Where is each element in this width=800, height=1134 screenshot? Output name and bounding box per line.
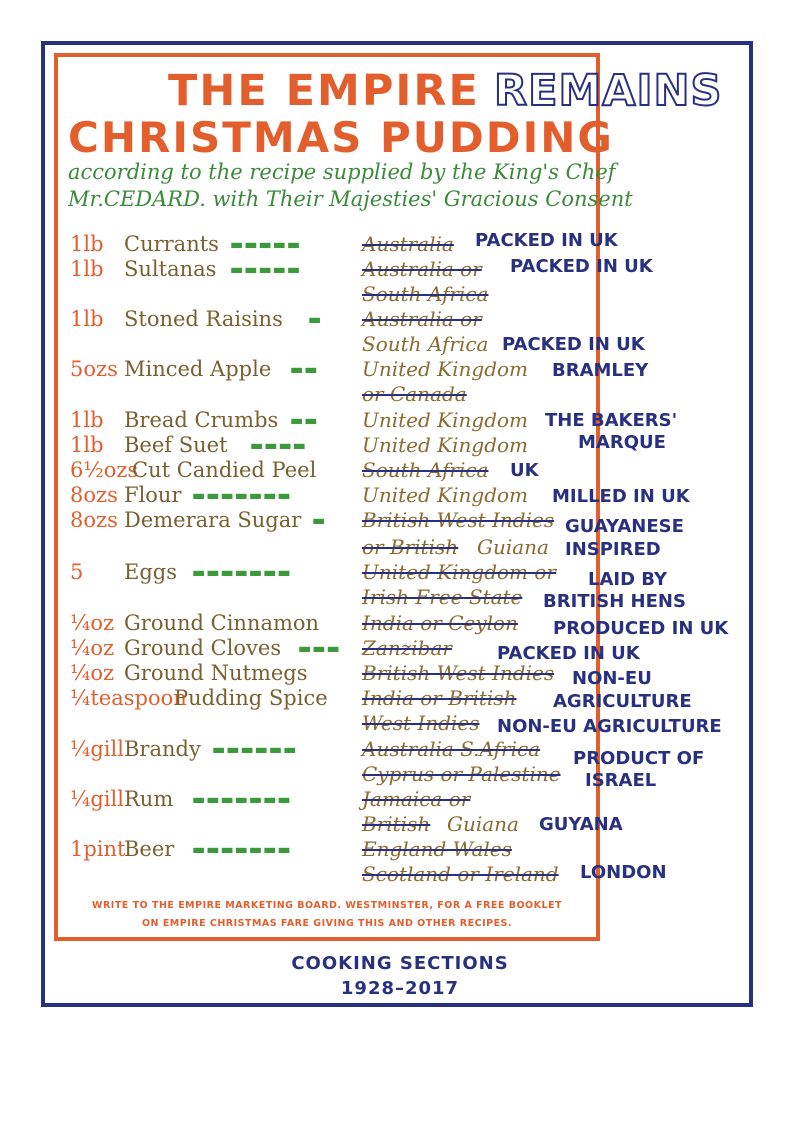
origin-text: United Kingdom or (362, 560, 556, 584)
origin-text: Zanzibar (362, 636, 452, 660)
title-christmas-pudding: CHRISTMAS PUDDING (68, 113, 614, 162)
ingredient-leader: ▬▬▬▬▬ (230, 237, 302, 253)
footer-line-1: WRITE TO THE EMPIRE MARKETING BOARD. WESTMINSTER, FOR A FREE BOOKLET (92, 900, 562, 911)
ingredient-leader: ▬ (312, 513, 327, 529)
annotation: NON-EU (572, 668, 652, 689)
annotation: BRITISH HENS (543, 591, 686, 612)
origin-text: British West Indies (362, 508, 555, 532)
credit-years: 1928–2017 (340, 978, 460, 999)
ingredient-leader: ▬▬▬▬ (250, 438, 307, 454)
annotation: PACKED IN UK (497, 643, 640, 664)
annotation: MILLED IN UK (552, 486, 690, 507)
annotation: BRAMLEY (552, 360, 649, 381)
ingredient-leader: ▬ (308, 312, 323, 328)
ingredient-leader: ▬▬▬▬▬▬▬ (192, 842, 292, 858)
ingredient-qty: 1lb (70, 232, 104, 256)
origin-text: West Indies (362, 711, 480, 735)
origin-text: Australia (362, 232, 454, 256)
ingredient-qty: 1lb (70, 257, 104, 281)
ingredient-qty: ¼gill (70, 787, 124, 811)
ingredient-qty: 5 (70, 560, 84, 584)
subtitle-line-2: Mr.CEDARD. with Their Majesties' Gracious Consent (68, 187, 633, 211)
ingredient-qty: ¼gill (70, 737, 124, 761)
annotation: PACKED IN UK (502, 334, 645, 355)
ingredient-name: Stoned Raisins (124, 307, 283, 331)
origin-text: Jamaica or (362, 787, 471, 811)
annotation: LAID BY (588, 569, 668, 590)
ingredient-leader: ▬▬ (290, 413, 319, 429)
ingredient-name: Ground Cinnamon (124, 611, 320, 635)
ingredient-leader: ▬▬▬▬▬▬ (212, 742, 298, 758)
credit-title: COOKING SECTIONS (291, 953, 509, 974)
origin-text: India or Ceylon (362, 611, 518, 635)
annotation: NON-EU AGRICULTURE (497, 716, 722, 737)
origin-text: United Kingdom (362, 433, 528, 457)
ingredient-name: Ground Cloves (124, 636, 282, 660)
ingredient-qty: ¼oz (70, 661, 115, 685)
ingredient-qty: 1lb (70, 307, 104, 331)
origin-text: South Africa (362, 282, 489, 306)
ingredient-qty: 6½ozs (70, 458, 139, 482)
annotation: GUYANA (539, 814, 623, 835)
ingredient-name: Beef Suet (124, 433, 228, 457)
ingredient-name: Ground Nutmegs (124, 661, 308, 685)
origin-text: Guiana (447, 812, 519, 836)
annotation: PACKED IN UK (510, 256, 653, 277)
ingredient-qty: 1lb (70, 408, 104, 432)
ingredient-name: Bread Crumbs (124, 408, 279, 432)
origin-text: England Wales (362, 837, 512, 861)
annotation: GUAYANESE (565, 516, 684, 537)
ingredient-name: Minced Apple (124, 357, 272, 381)
annotation: MARQUE (578, 432, 666, 453)
annotation: AGRICULTURE (553, 691, 692, 712)
title-remains: REMAINS (494, 66, 723, 116)
origin-text: United Kingdom (362, 357, 528, 381)
ingredient-name: Brandy (124, 737, 201, 761)
ingredient-leader: ▬▬ (290, 362, 319, 378)
ingredient-qty: 8ozs (70, 483, 118, 507)
ingredient-name: Sultanas (124, 257, 217, 281)
ingredient-leader: ▬▬▬▬▬ (230, 262, 302, 278)
annotation: PRODUCT OF (573, 748, 705, 769)
ingredient-leader: ▬▬▬ (298, 641, 341, 657)
ingredient-qty: ¼oz (70, 611, 115, 635)
ingredient-qty: 5ozs (70, 357, 118, 381)
origin-text: or British (362, 535, 459, 559)
annotation: THE BAKERS' (545, 410, 678, 431)
ingredient-name: Pudding Spice (174, 686, 328, 710)
ingredient-qty: ¼oz (70, 636, 115, 660)
annotation: PACKED IN UK (475, 230, 618, 251)
ingredient-leader: ▬▬▬▬▬▬▬ (192, 488, 292, 504)
origin-text: South Africa (362, 458, 489, 482)
origin-text: or Canada (362, 382, 467, 406)
ingredient-name: Currants (124, 232, 219, 256)
annotation: ISRAEL (585, 770, 657, 791)
origin-text: British West Indies (362, 661, 555, 685)
annotation: INSPIRED (565, 539, 661, 560)
annotation: LONDON (580, 862, 667, 883)
origin-text: Australia S.Africa (362, 737, 541, 761)
ingredient-name: Eggs (124, 560, 177, 584)
origin-text: Scotland or Ireland (362, 862, 559, 886)
subtitle-line-1: according to the recipe supplied by the King's Chef (68, 160, 616, 184)
ingredient-name: Flour (124, 483, 182, 507)
origin-text: South Africa (362, 332, 489, 356)
origin-text: Guiana (477, 535, 549, 559)
origin-text: Australia or (362, 307, 482, 331)
origin-text: United Kingdom (362, 483, 528, 507)
ingredient-qty: 8ozs (70, 508, 118, 532)
title-the-empire: THE EMPIRE (168, 66, 480, 116)
ingredient-name: Rum (124, 787, 174, 811)
origin-text: United Kingdom (362, 408, 528, 432)
origin-text: Irish Free State (362, 585, 523, 609)
ingredient-name: Demerara Sugar (124, 508, 302, 532)
ingredient-leader: ▬▬▬▬▬▬▬ (192, 565, 292, 581)
origin-text: Cyprus or Palestine (362, 762, 561, 786)
footer-line-2: ON EMPIRE CHRISTMAS FARE GIVING THIS AND OTHER RECIPES. (141, 918, 513, 929)
footer-text (62, 897, 592, 933)
annotation: PRODUCED IN UK (553, 618, 729, 639)
origin-text: British (362, 812, 431, 836)
origin-text: Australia or (362, 257, 482, 281)
ingredient-name: Cut Candied Peel (132, 458, 317, 482)
ingredient-name: Beer (124, 837, 175, 861)
annotation: UK (510, 460, 539, 481)
ingredient-qty: 1pint (70, 837, 126, 861)
ingredient-leader: ▬▬▬▬▬▬▬ (192, 792, 292, 808)
ingredient-qty: ¼teaspoon (70, 686, 187, 710)
ingredient-qty: 1lb (70, 433, 104, 457)
origin-text: India or British (362, 686, 517, 710)
